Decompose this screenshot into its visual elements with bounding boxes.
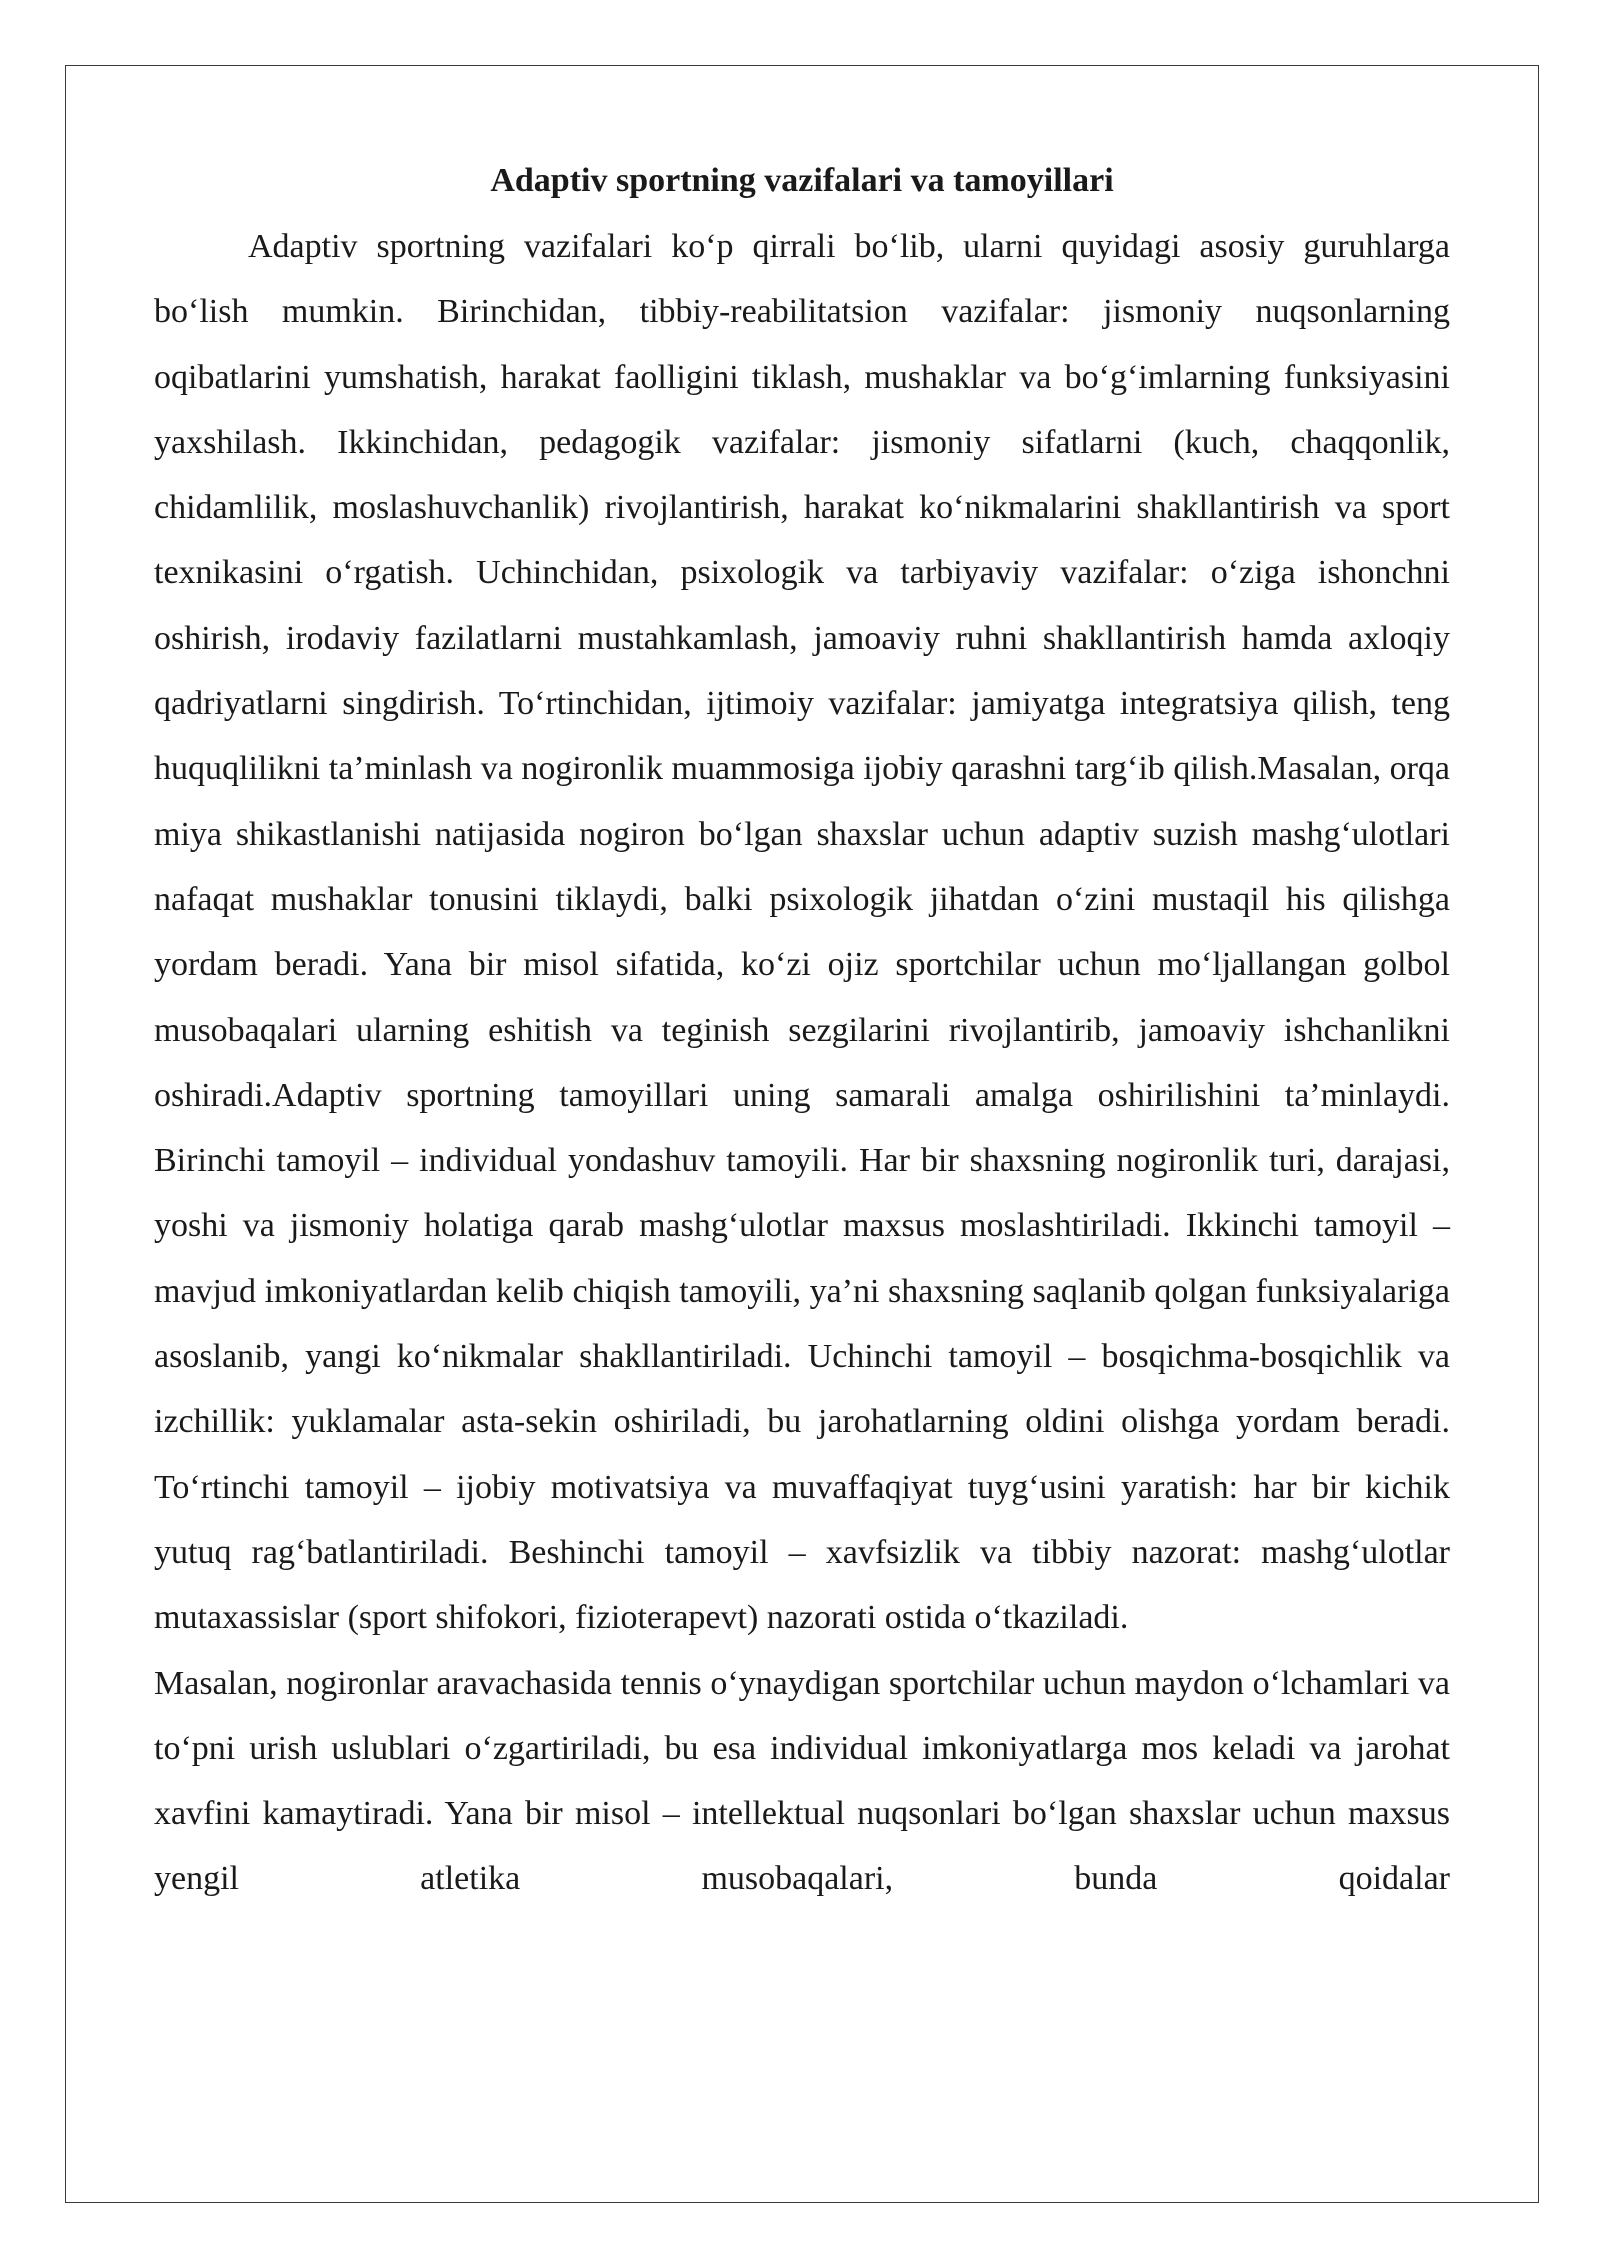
document-body [154, 148, 1450, 1912]
paragraph-example: Masalan, nogironlar aravachasida tennis o‘ynaydigan sportchilar uchun maydon o‘lchamlari va to‘pni urish uslublari o‘zgartiriladi, bu esa individual imkoniyatlarga mos keladi va jarohat xavfini kamaytiradi. Yana bir misol – intellektual nuqsonlari bo‘lgan shaxslar uchun maxsus yengil atletika musobaqalari, bunda qoidalar [154, 1664, 1450, 1898]
document-page [65, 65, 1539, 2203]
paragraph-main: Adaptiv sportning vazifalari ko‘p qirrali bo‘lib, ularni quyidagi asosiy guruhlarga bo‘lish mumkin. Birinchidan, tibbiy-reabilitatsion vazifalar: jismoniy nuqsonlarning oqibatlarini yumshatish, harakat faolligini tiklash, mushaklar va bo‘g‘imlarning funksiyasini yaxshilash. Ikkinchidan, pedagogik vazifalar: jismoniy sifatlarni (kuch, chaqqonlik, chidamlilik, moslashuvchanlik) rivojlantirish, harakat ko‘nikmalarini shakllantirish va sport texnikasini o‘rgatish. Uchinchidan, psixologik va tarbiyaviy vazifalar: o‘ziga ishonchni oshirish, irodaviy fazilatlarni mustahkamlash, jamoaviy ruhni shakllantirish hamda axloqiy qadriyatlarni singdirish. To‘rtinchidan, ijtimoiy vazifalar: jamiyatga integratsiya qilish, teng huquqlilikni ta’minlash va nogironlik muammosiga ijobiy qarashni targ‘ib qilish.Masalan, orqa miya shikastlanishi natijasida nogiron bo‘lgan shaxslar uchun adaptiv suzish mashg‘ulotlari nafaqat mushaklar tonusini tiklaydi, balki psixologik jihatdan o‘zini mustaqil his qilishga yordam beradi. Yana bir misol sifatida, ko‘zi ojiz sportchilar uchun mo‘ljallangan golbol musobaqalari ularning eshitish va teginish sezgilarini rivojlantirib, jamoaviy ishchanlikni oshiradi.Adaptiv sportning tamoyillari uning samarali amalga oshirilishini ta’minlaydi. Birinchi tamoyil – individual yondashuv tamoyili. Har bir shaxsning nogironlik turi, darajasi, yoshi va jismoniy holatiga qarab mashg‘ulotlar maxsus moslashtiriladi. Ikkinchi tamoyil – mavjud imkoniyatlardan kelib chiqish tamoyili, ya’ni shaxsning saqlanib qolgan funksiyalariga asoslanib, yangi ko‘nikmalar shakllantiriladi. Uchinchi tamoyil – bosqichma-bosqichlik va izchillik: yuklamalar asta-sekin oshiriladi, bu jarohatlarning oldini olishga yordam beradi. To‘rtinchi tamoyil – ijobiy motivatsiya va muvaffaqiyat tuyg‘usini yaratish: har bir kichik yutuq rag‘batlantiriladi. Beshinchi tamoyil – xavfsizlik va tibbiy nazorat: mashg‘ulotlar mutaxassislar (sport shifokori, fizioterapevt) nazorati ostida o‘tkaziladi. [154, 228, 1450, 1637]
document-title: Adaptiv sportning vazifalari va tamoyillari [490, 162, 1114, 199]
